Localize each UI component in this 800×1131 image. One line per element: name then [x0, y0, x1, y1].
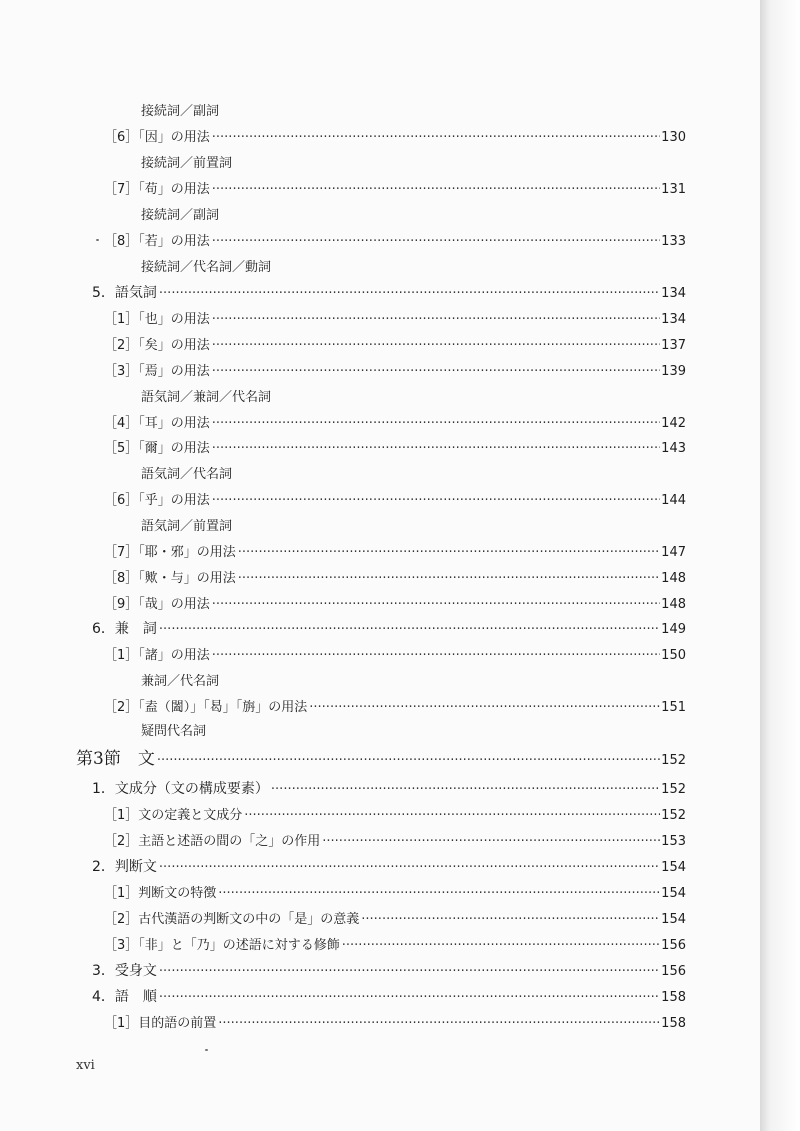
toc-chapter-heading[interactable]	[76, 744, 686, 769]
toc-entry-label: ［4］「耳」の用法	[104, 416, 210, 431]
toc-page-number: 156	[661, 938, 686, 953]
toc-page-number: 151	[661, 700, 686, 715]
dot-leader	[309, 700, 660, 715]
toc-entry[interactable]	[104, 908, 686, 927]
dot-leader	[361, 912, 660, 927]
toc-entry-label: ［7］「耶・邪」の用法	[104, 545, 236, 560]
scan-speck	[96, 239, 99, 241]
toc-entry[interactable]	[104, 360, 686, 379]
toc-subnote: 疑問代名詞	[141, 724, 207, 739]
toc-entry-label: 3．受身文	[92, 963, 157, 979]
toc-entry-label: ［7］「苟」の用法	[104, 182, 210, 197]
dot-leader	[218, 1016, 660, 1031]
toc-page-number: 154	[661, 860, 686, 875]
toc-entry-label: 2．判断文	[92, 859, 157, 875]
dot-leader	[159, 964, 660, 979]
dot-leader	[218, 886, 660, 901]
toc-entry-label: ［1］文の定義と文成分	[104, 808, 243, 823]
toc-page-number: 149	[661, 622, 686, 637]
toc-page-number: 154	[661, 912, 686, 927]
toc-entry[interactable]	[104, 412, 686, 431]
toc-entry[interactable]	[92, 960, 686, 980]
toc-entry-label: ［8］「歟・与」の用法	[104, 571, 236, 586]
dot-leader	[212, 493, 660, 508]
toc-entry[interactable]	[104, 882, 686, 901]
toc-entry[interactable]	[104, 567, 686, 586]
dot-leader	[212, 597, 660, 612]
toc-entry[interactable]	[92, 856, 686, 876]
toc-entry-label: ［1］目的語の前置	[104, 1016, 217, 1031]
toc-page-number: 143	[661, 441, 686, 456]
toc-entry[interactable]	[92, 778, 686, 798]
toc-entry[interactable]	[104, 437, 686, 456]
toc-page-number: 148	[661, 571, 686, 586]
page-folio: xvi	[76, 1058, 95, 1073]
toc-entry[interactable]	[104, 644, 686, 663]
toc-page-number: 158	[661, 990, 686, 1005]
toc-entry[interactable]	[104, 934, 686, 953]
dot-leader	[157, 753, 660, 768]
toc-entry-label: 5．語気詞	[92, 285, 157, 301]
toc-subnote: 語気詞／兼詞／代名詞	[141, 390, 272, 405]
toc-page-number: 131	[661, 182, 686, 197]
toc-page-number: 153	[661, 834, 686, 849]
toc-subnote: 接続詞／副詞	[141, 208, 220, 223]
toc-page-number: 156	[661, 964, 686, 979]
toc-entry-label: ［2］「盍（闔）」「曷」「旃」の用法	[104, 700, 308, 715]
toc-page-number: 150	[661, 648, 686, 663]
toc-entry-label: ［5］「爾」の用法	[104, 441, 210, 456]
dot-leader	[212, 416, 660, 431]
dot-leader	[212, 234, 660, 249]
toc-entry-label: ［2］古代漢語の判断文の中の「是」の意義	[104, 912, 360, 927]
toc-entry-label: 1．文成分（文の構成要素）	[92, 781, 269, 797]
toc-subnote: 接続詞／代名詞／動詞	[141, 260, 272, 275]
toc-entry[interactable]	[92, 282, 686, 302]
toc-subnote: 兼詞／代名詞	[141, 674, 220, 689]
toc-entry[interactable]	[104, 830, 686, 849]
toc-page-number: 137	[661, 338, 686, 353]
toc-entry[interactable]	[104, 126, 686, 145]
toc-page-number: 154	[661, 886, 686, 901]
toc-entry[interactable]	[104, 489, 686, 508]
toc-subnote: 語気詞／前置詞	[141, 519, 233, 534]
dot-leader	[159, 286, 660, 301]
toc-entry[interactable]	[104, 334, 686, 353]
toc-page-number: 133	[661, 234, 686, 249]
toc-entry-label: 第3節 文	[76, 749, 155, 769]
toc-entry[interactable]	[104, 230, 686, 249]
dot-leader	[212, 182, 660, 197]
toc-page-number: 142	[661, 416, 686, 431]
dot-leader	[212, 648, 660, 663]
toc-entry[interactable]	[104, 541, 686, 560]
dot-leader	[212, 364, 660, 379]
toc-page-number: 130	[661, 130, 686, 145]
dot-leader	[159, 622, 660, 637]
toc-entry[interactable]	[104, 696, 686, 715]
toc-entry-label: ［9］「哉」の用法	[104, 597, 210, 612]
toc-page-number: 152	[661, 753, 686, 768]
toc-page-number: 152	[661, 808, 686, 823]
toc-subnote: 語気詞／代名詞	[141, 467, 233, 482]
toc-page-number: 147	[661, 545, 686, 560]
dot-leader	[322, 834, 660, 849]
toc-entry[interactable]	[104, 178, 686, 197]
toc-entry-label: ［1］判断文の特徴	[104, 886, 217, 901]
toc-entry[interactable]	[104, 804, 686, 823]
toc-page-number: 158	[661, 1016, 686, 1031]
dot-leader	[212, 130, 660, 145]
toc-entry[interactable]	[92, 618, 686, 638]
scan-speck	[205, 1049, 208, 1051]
toc-page-number: 148	[661, 597, 686, 612]
toc-entry[interactable]	[92, 986, 686, 1006]
dot-leader	[271, 782, 660, 797]
toc-entry-label: ［2］主語と述語の間の「之」の作用	[104, 834, 321, 849]
dot-leader	[342, 938, 660, 953]
toc-page-number: 139	[661, 364, 686, 379]
toc-entry[interactable]	[104, 593, 686, 612]
toc-page-number: 134	[661, 286, 686, 301]
dot-leader	[212, 312, 660, 327]
dot-leader	[238, 571, 660, 586]
toc-page-number: 152	[661, 782, 686, 797]
toc-entry-label: ［6］「乎」の用法	[104, 493, 210, 508]
toc-entry-label: ［1］「也」の用法	[104, 312, 210, 327]
toc-entry[interactable]	[104, 308, 686, 327]
dot-leader	[244, 808, 660, 823]
toc-subnote: 接続詞／副詞	[141, 104, 220, 119]
dot-leader	[238, 545, 660, 560]
toc-subnote: 接続詞／前置詞	[141, 156, 233, 171]
page-edge-shadow	[760, 0, 800, 1131]
dot-leader	[212, 441, 660, 456]
dot-leader	[159, 990, 660, 1005]
toc-entry-label: 6．兼 詞	[92, 621, 157, 637]
toc-entry-label: ［8］「若」の用法	[104, 234, 210, 249]
toc-page-number: 134	[661, 312, 686, 327]
dot-leader	[159, 860, 660, 875]
toc-entry-label: ［1］「諸」の用法	[104, 648, 210, 663]
toc-entry-label: ［3］「焉」の用法	[104, 364, 210, 379]
toc-entry[interactable]	[104, 1012, 686, 1031]
toc-entry-label: 4．語 順	[92, 989, 157, 1005]
dot-leader	[212, 338, 660, 353]
toc-page-number: 144	[661, 493, 686, 508]
toc-entry-label: ［3］「非」と「乃」の述語に対する修飾	[104, 938, 340, 953]
toc-entry-label: ［6］「因」の用法	[104, 130, 210, 145]
toc-entry-label: ［2］「矣」の用法	[104, 338, 210, 353]
